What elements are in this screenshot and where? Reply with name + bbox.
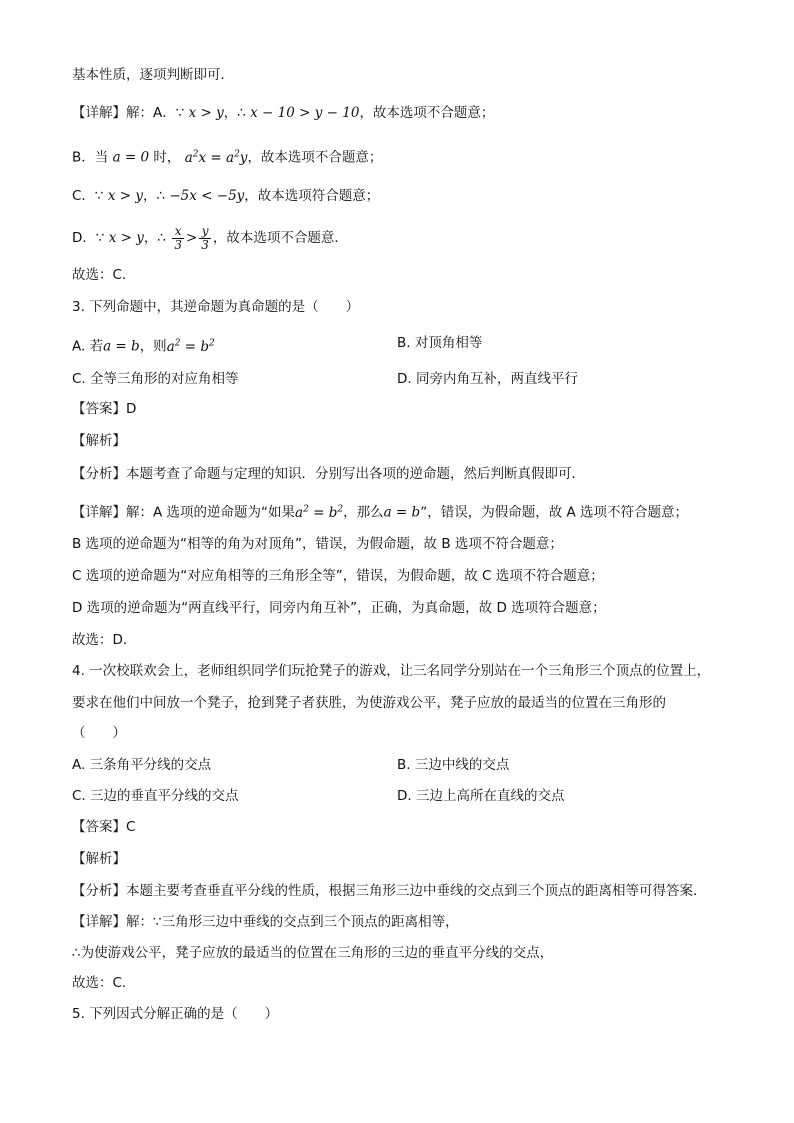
q3-analysis <box>72 465 585 483</box>
q5-stem <box>72 1005 278 1023</box>
q4-stem3-text: （ ） <box>72 725 126 741</box>
q4-stem-3 <box>72 724 126 742</box>
q3-detail-math3: a = b <box>383 504 421 521</box>
q2-d-post: ，故本选项不合题意． <box>212 230 348 246</box>
q3-a-math1: a = b <box>103 338 140 355</box>
q3-detail-pre: 【详解】解：A 选项的逆命题为“如果 <box>72 504 296 521</box>
q3-detail-sup2: 2 <box>337 504 344 514</box>
analysis-tag: 【解析】 <box>72 433 126 449</box>
q4-options-row1 <box>72 756 722 774</box>
q4-option-a: A. 三条角平分线的交点 <box>72 757 212 773</box>
q2-b-a2: x = a <box>198 149 235 166</box>
q4-detail-2 <box>72 944 553 962</box>
q4-stem2-text: 要求在他们中间放一个凳子，抢到凳子者获胜，为使游戏公平，凳子应放的最适当的位置在三角形的 <box>72 695 666 711</box>
q2-detail-c <box>72 187 379 205</box>
q2-detail-d <box>72 220 348 256</box>
q2-a-math1: x > y <box>188 105 224 121</box>
q3-a-sup2: 2 <box>209 338 215 348</box>
q2-d-frac-x <box>172 225 184 252</box>
q2-b-pre: B．当 <box>72 149 109 166</box>
q3-detail-a: a <box>295 504 304 521</box>
q2-b-math1: a = 0 <box>112 149 150 166</box>
q4-analysis <box>72 882 707 900</box>
q3-a-a: a <box>166 338 175 355</box>
q3-detail-post: ”，错误，为假命题，故 A 选项不符合题意； <box>420 504 689 521</box>
q3-a-mid: ，则 <box>139 338 167 355</box>
q2-c-math2: −5x < −5y <box>169 188 245 204</box>
q3-detail-b-line <box>72 535 563 553</box>
q4-stem-2 <box>72 694 666 712</box>
q4-option-b: B. 三边中线的交点 <box>397 757 510 773</box>
q3-conclusion-text: 故选：D． <box>72 632 137 648</box>
q4-conclusion <box>72 974 135 992</box>
q3-option-c: C. 全等三角形的对应角相等 <box>72 371 239 387</box>
answer-tag: 【答案】 <box>72 819 126 835</box>
q3-detail-eq <box>295 505 343 521</box>
q3-option-d: D. 同旁内角互补，两直线平行 <box>397 371 578 387</box>
q2-d-gt: > <box>185 230 198 246</box>
q3-detail-sup1: 2 <box>303 504 309 514</box>
q2-c-post: ，故本选项符合题意； <box>244 188 380 204</box>
q4-conclusion-text: 故选：C． <box>72 975 136 991</box>
q2-b-mid: 时， <box>153 149 181 166</box>
q3-detail-b: = b <box>308 504 338 521</box>
q4-stem-1 <box>72 662 710 680</box>
q3-options-row2 <box>72 370 722 388</box>
q3-detail-c-line <box>72 567 604 585</box>
q3-analysis-tag <box>72 432 126 450</box>
q3-detail-mid: ，那么 <box>343 504 384 521</box>
q3-option-a <box>72 339 215 355</box>
q2-a-post: ，故本选项不合题意； <box>359 105 495 121</box>
frac-y-num: y <box>199 225 211 239</box>
q3-analysis-text: 【分析】本题考查了命题与定理的知识．分别写出各项的逆命题，然后判断真假即可． <box>72 466 585 482</box>
q2-b-a1: a <box>184 149 193 166</box>
q3-detail-a <box>72 500 688 522</box>
q5-stem-text: 5. 下列因式分解正确的是（ ） <box>72 1006 279 1022</box>
q4-analysis-tag <box>72 850 126 868</box>
q3-a-sup1: 2 <box>174 338 181 348</box>
analysis-tag: 【解析】 <box>72 851 126 867</box>
q2-d-pre: D．∵ <box>72 230 105 246</box>
q3-a-math2 <box>167 339 215 355</box>
frac-x-den: 3 <box>174 237 182 252</box>
q4-options-row2 <box>72 787 722 805</box>
q2-b-sup1: 2 <box>192 149 199 159</box>
q4-stem1-text: 4. 一次校联欢会上，老师组织同学们玩抢凳子的游戏，让三名同学分别站在一个三角形三个顶点的位置上， <box>72 663 711 679</box>
q3-line-d-text: D 选项的逆命题为“两直线平行，同旁内角互补”，正确，为真命题，故 D 选项符合题意； <box>72 600 606 616</box>
q4-answer <box>72 818 135 836</box>
q2-b-equation <box>185 150 248 166</box>
q2-detail-b <box>72 145 382 167</box>
q3-answer-value: D <box>126 401 137 417</box>
q4-detail2-text: ∴为使游戏公平，凳子应放的最适当的位置在三角形的三边的垂直平分线的交点， <box>72 945 554 961</box>
q4-detail1-text: 【详解】解：∵三角形三边中垂线的交点到三个顶点的距离相等， <box>72 914 459 930</box>
q3-answer <box>72 400 136 418</box>
q2-answer-text: 故选：C． <box>72 267 136 283</box>
q4-answer-value: C <box>126 819 136 835</box>
q3-line-b-text: B 选项的逆命题为“相等的角为对顶角”，错误，为假命题，故 B 选项不符合题意； <box>72 536 563 552</box>
q2-b-sup2: 2 <box>234 149 240 159</box>
q2-intro <box>72 66 234 84</box>
q3-option-b: B. 对顶角相等 <box>397 335 483 351</box>
q2-detail-a <box>72 104 494 122</box>
q3-a-b: = b <box>180 338 210 355</box>
q2-d-frac-y <box>199 225 211 252</box>
q2-a-math2: x − 10 > y − 10 <box>250 105 360 121</box>
frac-x-num: x <box>172 225 184 239</box>
q2-d-mid: ，∴ <box>143 230 167 246</box>
q2-a-pre: 解：A．∵ <box>126 105 185 121</box>
q3-detail-d-line <box>72 599 606 617</box>
q3-stem <box>72 298 359 316</box>
frac-y-den: 3 <box>201 237 209 252</box>
q3-stem-text: 3. 下列命题中，其逆命题为真命题的是（ ） <box>72 299 360 315</box>
q2-intro-text: 基本性质，逐项判断即可． <box>72 67 234 83</box>
q4-option-d: D. 三边上高所在直线的交点 <box>397 788 565 804</box>
q3-a-pre: A. 若 <box>72 338 104 355</box>
answer-tag: 【答案】 <box>72 401 126 417</box>
q2-c-pre: C．∵ <box>72 188 104 204</box>
q2-c-math1: x > y <box>107 188 143 204</box>
q2-b-y: y <box>239 149 248 166</box>
q2-c-mid: ，∴ <box>142 188 166 204</box>
q2-b-post: ，故本选项不合题意； <box>247 149 383 166</box>
q2-d-math1: x > y <box>108 230 144 246</box>
q4-detail-1 <box>72 913 459 931</box>
q2-a-mid: ，∴ <box>223 105 246 121</box>
q3-options-row1 <box>72 334 722 356</box>
q2-answer <box>72 266 135 284</box>
detail-tag: 【详解】 <box>72 105 126 121</box>
q4-analysis-text: 【分析】本题主要考查垂直平分线的性质，根据三角形三边中垂线的交点到三个顶点的距离相等可得答案． <box>72 883 707 899</box>
q4-option-c: C. 三边的垂直平分线的交点 <box>72 788 239 804</box>
q3-conclusion <box>72 631 136 649</box>
q3-line-c-text: C 选项的逆命题为“对应角相等的三角形全等”，错误，为假命题，故 C 选项不符合题意； <box>72 568 604 584</box>
